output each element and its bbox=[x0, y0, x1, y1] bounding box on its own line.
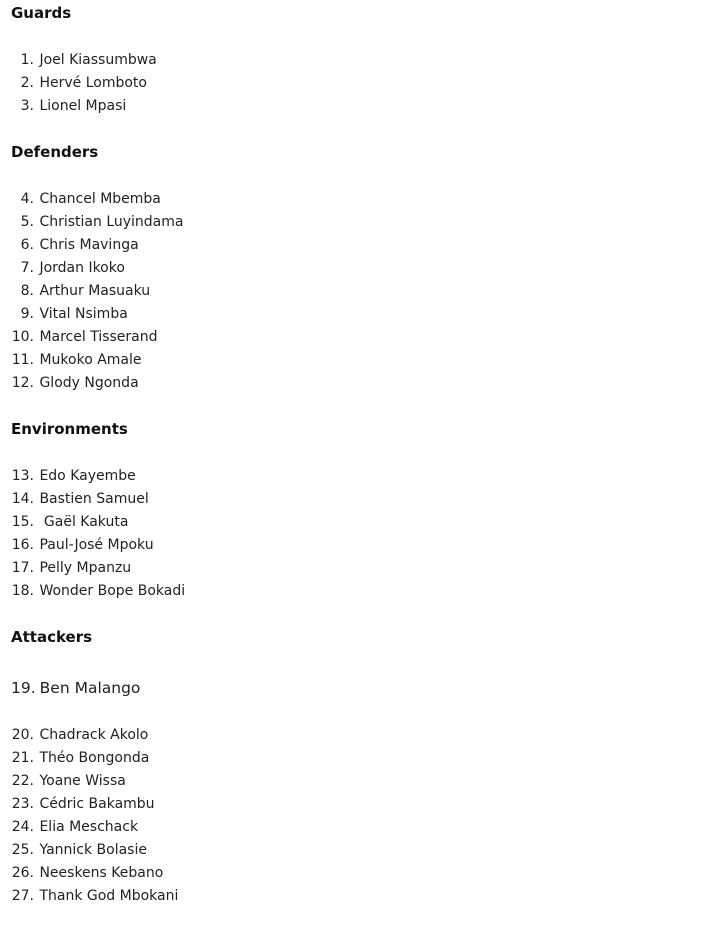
list-item: 18. Wonder Bope Bokadi bbox=[11, 583, 186, 599]
list-item: 15. Gaël Kakuta bbox=[11, 514, 129, 530]
list-item: 19. Ben Malango bbox=[11, 679, 141, 697]
list-item: 6. Chris Mavinga bbox=[20, 237, 139, 253]
list-item: 26. Neeskens Kebano bbox=[11, 865, 164, 881]
list-item: 21. Théo Bongonda bbox=[11, 750, 150, 766]
list-item: 12. Glody Ngonda bbox=[11, 375, 139, 391]
list-item: 17. Pelly Mpanzu bbox=[11, 560, 132, 576]
attackers-list bbox=[11, 725, 178, 909]
defenders-list bbox=[11, 189, 183, 396]
list-item: 7. Jordan Ikoko bbox=[20, 260, 125, 276]
list-item: 20. Chadrack Akolo bbox=[11, 727, 149, 743]
attackers-featured-list bbox=[11, 678, 140, 701]
section-heading-defenders: Defenders bbox=[11, 143, 99, 161]
list-item: 9. Vital Nsimba bbox=[20, 306, 128, 322]
section-heading-attackers: Attackers bbox=[11, 628, 93, 646]
list-item: 5. Christian Luyindama bbox=[20, 214, 184, 230]
list-item: 14. Bastien Samuel bbox=[11, 491, 149, 507]
list-item: 10. Marcel Tisserand bbox=[11, 329, 158, 345]
section-heading-environments: Environments bbox=[11, 420, 128, 438]
list-item: 3. Lionel Mpasi bbox=[20, 98, 127, 114]
list-item: 27. Thank God Mbokani bbox=[11, 888, 179, 904]
guards-list bbox=[11, 50, 157, 119]
list-item: 4. Chancel Mbemba bbox=[20, 191, 161, 207]
list-item: 8. Arthur Masuaku bbox=[20, 283, 151, 299]
list-item: 22. Yoane Wissa bbox=[11, 773, 126, 789]
list-item: 1. Joel Kiassumbwa bbox=[20, 52, 157, 68]
list-item: 2. Hervé Lomboto bbox=[20, 75, 147, 91]
list-item: 16. Paul-José Mpoku bbox=[11, 537, 154, 553]
list-item: 13. Edo Kayembe bbox=[11, 468, 136, 484]
list-item: 11. Mukoko Amale bbox=[11, 352, 142, 368]
environments-list bbox=[11, 466, 185, 604]
list-item: 23. Cédric Bakambu bbox=[11, 796, 155, 812]
list-item: 24. Elia Meschack bbox=[11, 819, 139, 835]
section-heading-guards: Guards bbox=[11, 4, 72, 22]
list-item: 25. Yannick Bolasie bbox=[11, 842, 147, 858]
